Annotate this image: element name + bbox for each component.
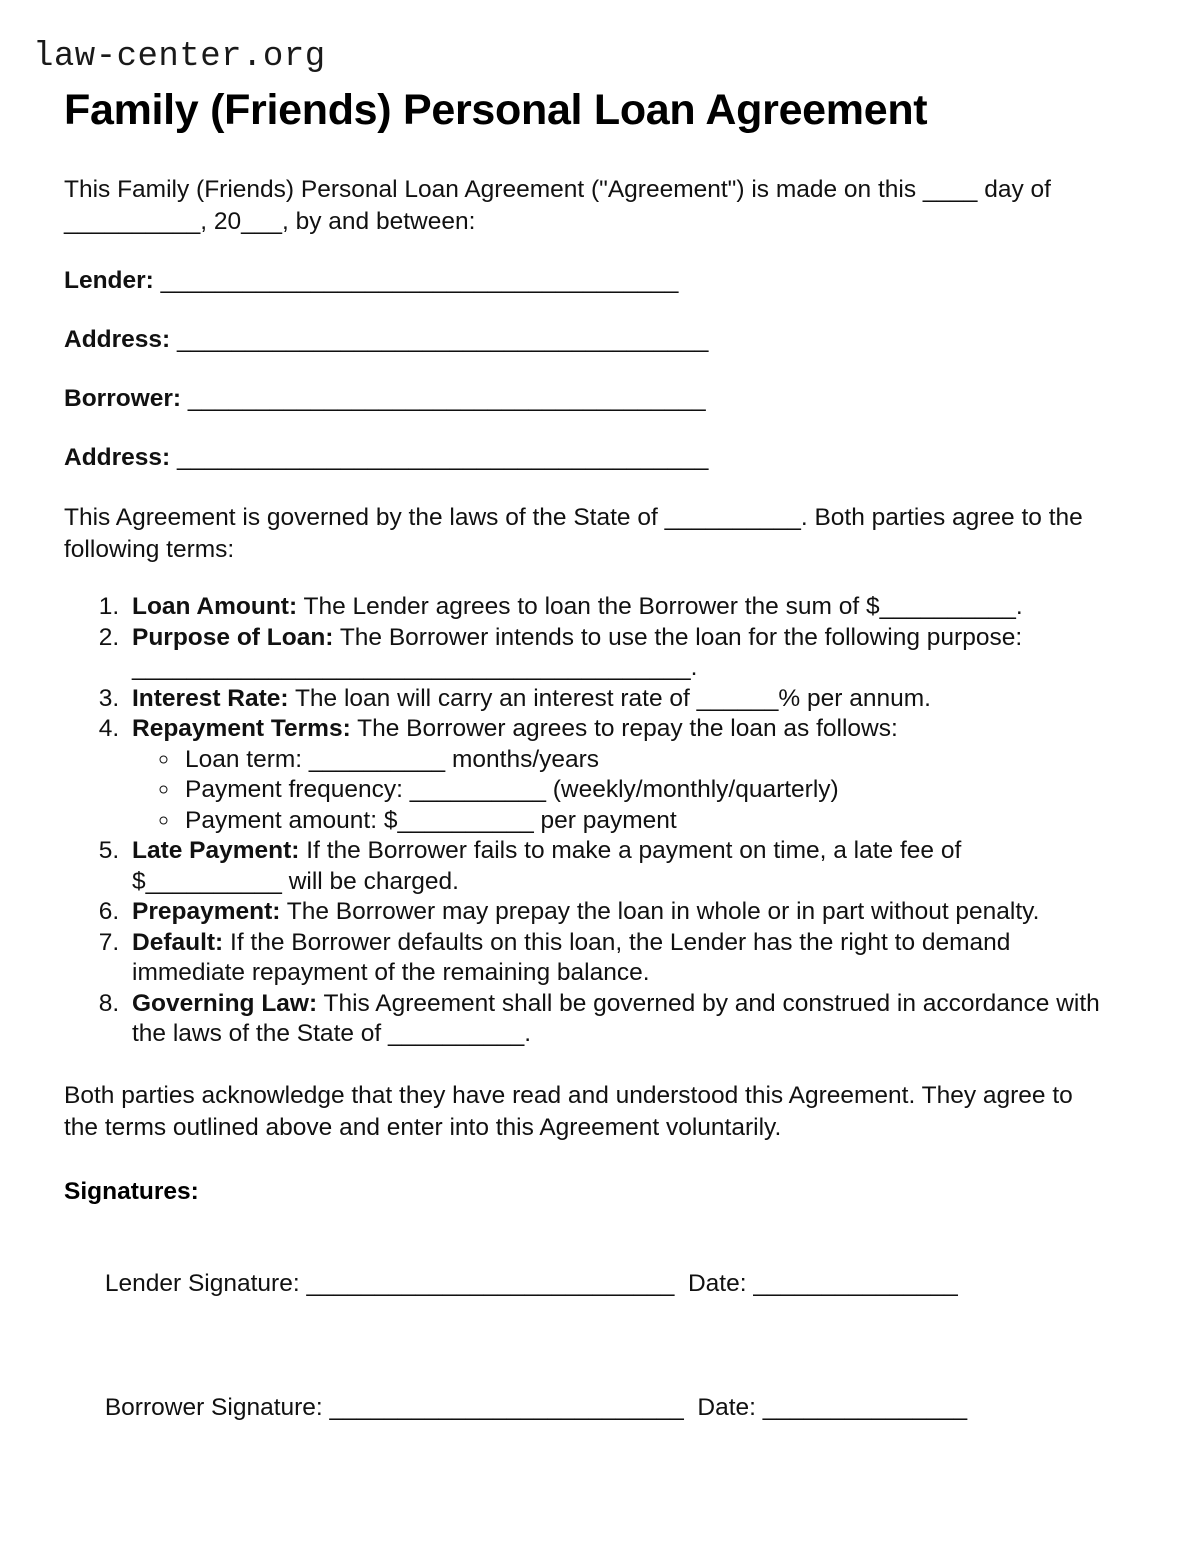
term-text-late-payment: If the Borrower fails to make a payment on time, a late fee of $__________ will be charged. [132,837,962,895]
party-field-lender-address [64,324,1106,356]
party-field-borrower [64,383,1106,415]
date-label-lender: Date: [674,1269,754,1297]
intro-paragraph: This Family (Friends) Personal Loan Agreement ("Agreement") is made on this ____ day of __________, 20___, by and between: [64,176,1051,235]
party-label-lender: Lender: [64,267,154,294]
term-item-governing-law [126,989,1106,1050]
date-line-lender: _______________ [753,1269,958,1297]
term-label-governing-law: Governing Law: [132,989,318,1017]
term-item-default [126,928,1106,989]
term-text-repayment-terms: The Borrower agrees to repay the loan as follows: [350,715,898,742]
signature-label-lender: Lender Signature: [104,1269,307,1297]
term-label-default: Default: [132,928,224,956]
term-label-prepayment: Prepayment: [132,898,281,925]
term-text-governing-law: This Agreement shall be governed by and construed in accordance with the laws of the State of __________. [132,989,1100,1047]
term-label-repayment-terms: Repayment Terms: [132,715,351,742]
party-blank-lender: ______________________________________ [153,267,679,294]
governing-law-intro: This Agreement is governed by the laws of the State of __________. Both parties agree to the following terms: [64,504,1083,563]
terms-list [64,592,1106,1050]
date-line-borrower: _______________ [762,1393,968,1421]
term-item-loan-amount [126,592,1106,623]
site-url-watermark: law-center.org [33,38,326,76]
subterm-loan-term: ◦ Loan term: __________ months/years [181,745,1106,776]
subterm-payment-amount: ◦ Payment amount: $__________ per payment [181,806,1106,837]
party-blank-borrower: ______________________________________ [181,385,706,412]
party-label-borrower: Borrower: [64,385,182,412]
term-text-prepayment: The Borrower may prepay the loan in whole or in part without penalty. [280,898,1040,925]
term-text-purpose-of-loan: The Borrower intends to use the loan for the following purpose: _________________________________________. [132,623,1023,681]
signature-row-borrower [64,1360,1106,1456]
signature-line-borrower: __________________________ [329,1393,684,1421]
term-text-loan-amount: The Lender agrees to loan the Borrower the sum of $__________. [297,593,1023,620]
signature-line-lender: ___________________________ [306,1269,675,1297]
signature-row-lender [64,1236,1106,1332]
closing-paragraph: Both parties acknowledge that they have read and understood this Agreement. They agree to the terms outlined above and enter into this Agreement voluntarily. [64,1081,1073,1141]
document-body [64,84,1106,1456]
subterm-payment-frequency: ◦ Payment frequency: __________ (weekly/monthly/quarterly) [181,775,1106,806]
page-title: Family (Friends) Personal Loan Agreement [64,86,928,134]
party-field-borrower-address [64,442,1106,474]
party-label-lender-address: Address: [64,326,171,353]
term-item-repayment-terms [126,714,1106,836]
term-label-interest-rate: Interest Rate: [132,684,289,712]
signature-label-borrower: Borrower Signature: [104,1393,330,1421]
term-item-interest-rate [126,684,1106,715]
date-label-borrower: Date: [683,1393,763,1421]
term-label-loan-amount: Loan Amount: [132,593,298,620]
term-item-late-payment [126,836,1106,897]
term-item-prepayment [126,897,1106,928]
party-label-borrower-address: Address: [64,444,171,471]
party-blank-lender-address: _______________________________________ [170,326,709,353]
term-label-late-payment: Late Payment: [132,837,300,864]
term-item-purpose-of-loan [126,623,1106,684]
term-label-purpose-of-loan: Purpose of Loan: [132,623,334,651]
repayment-subterms-list [132,745,1106,837]
signatures-heading: Signatures: [64,1177,199,1205]
party-blank-borrower-address: _______________________________________ [170,444,709,471]
party-field-lender [64,265,1106,297]
term-text-interest-rate: The loan will carry an interest rate of ______% per annum. [288,684,931,712]
term-text-default: If the Borrower defaults on this loan, the Lender has the right to demand immediate repayment of the remaining balance. [132,928,1011,986]
